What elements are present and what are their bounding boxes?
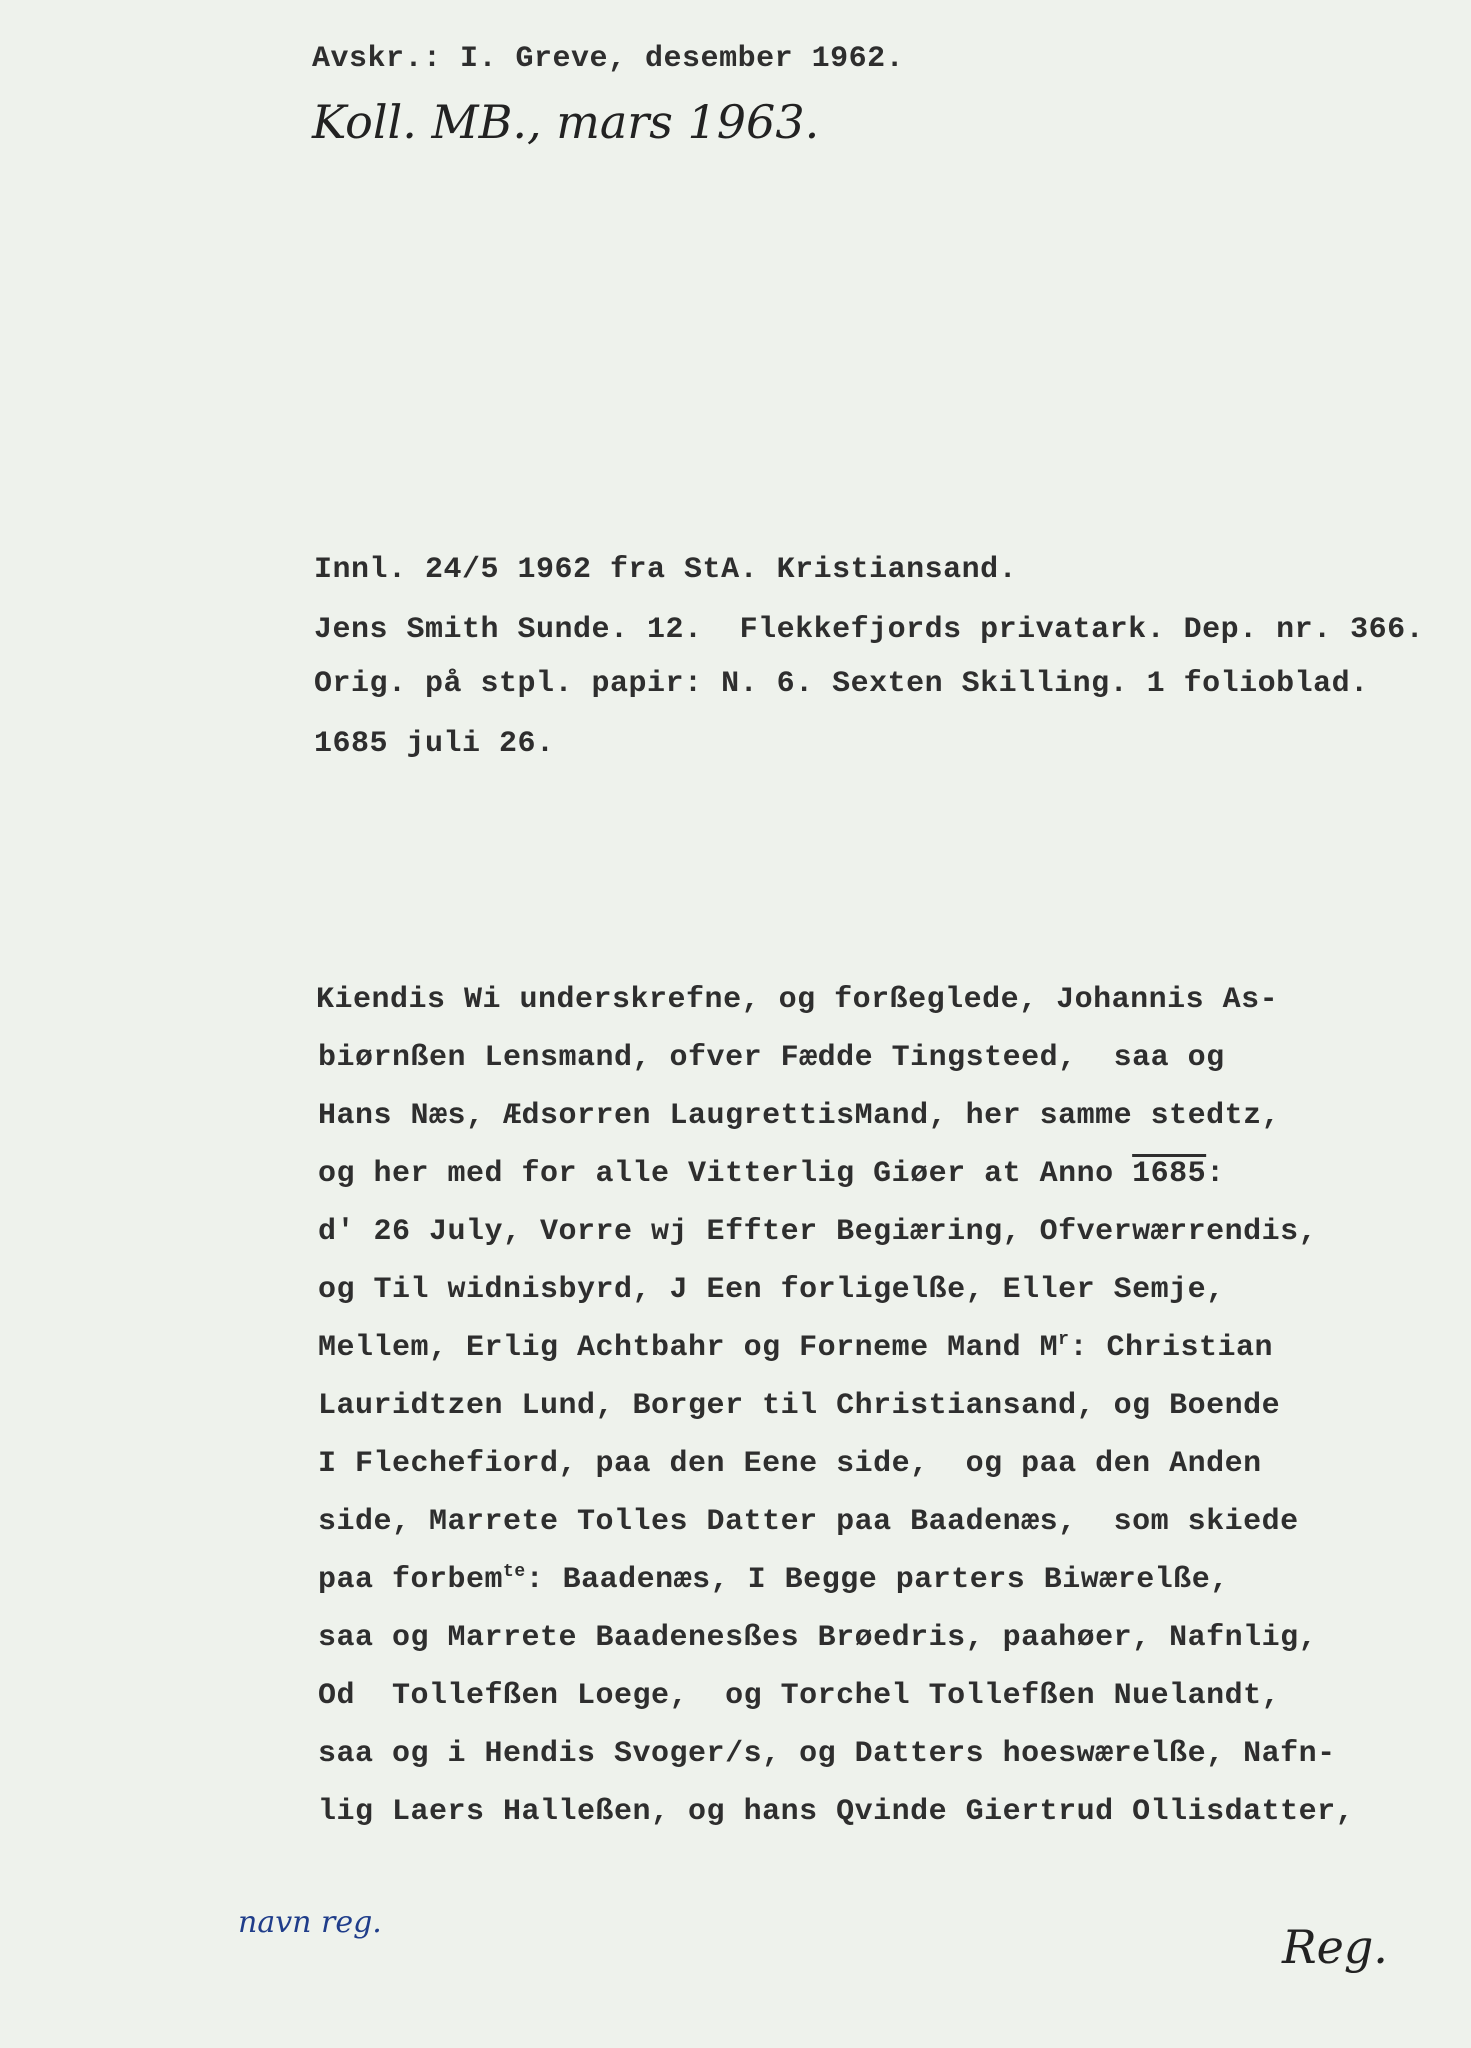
- handwritten-check-note: Koll. MB., mars 1963.: [312, 95, 820, 149]
- body-line-9: I Flechefiord, paa den Eene side, og paa den Anden: [318, 1447, 1262, 1481]
- metadata-received: Innl. 24/5 1962 fra StA. Kristiansand.: [314, 553, 1018, 587]
- body-line-6: og Til widnisbyrd, J Een forligelße, Eller Semje,: [318, 1273, 1225, 1307]
- body-line-5: d' 26 July, Vorre wj Effter Begiæring, Ofverwærrendis,: [318, 1215, 1318, 1249]
- body-line-15: lig Laers Halleßen, og hans Qvinde Giertrud Ollisdatter,: [318, 1795, 1355, 1829]
- left-handwritten-note: navn reg.: [238, 1905, 382, 1940]
- body-line-4-text: og her med for alle Vitterlig Giøer at Anno: [318, 1157, 1133, 1191]
- body-line-11: [318, 1563, 1229, 1597]
- body-line-3: Hans Næs, Ædsorren LaugrettisMand, her samme stedtz,: [318, 1099, 1281, 1133]
- body-line-11-end: : Baadenæs, I Begge parters Biwærelße,: [525, 1563, 1229, 1597]
- body-line-4-end: :: [1206, 1157, 1225, 1191]
- body-line-1: Kiendis Wi underskrefne, og forßeglede, Johannis As-: [316, 983, 1279, 1017]
- body-line-4-year: 1685: [1132, 1157, 1207, 1191]
- body-line-10: side, Marrete Tolles Datter paa Baadenæs, som skiede: [318, 1505, 1299, 1539]
- body-line-8: Lauridtzen Lund, Borger til Christiansand, og Boende: [318, 1389, 1281, 1423]
- body-line-12: saa og Marrete Baadenesßes Brøedris, paahøer, Nafnlig,: [318, 1621, 1318, 1655]
- body-line-7: [318, 1331, 1273, 1365]
- body-line-7-end: : Christian: [1069, 1331, 1273, 1365]
- body-line-7-text: Mellem, Erlig Achtbahr og Forneme Mand M: [318, 1331, 1059, 1365]
- metadata-original: Orig. på stpl. papir: N. 6. Sexten Skilling. 1 folioblad.: [314, 667, 1369, 701]
- body-line-7-sup: r: [1058, 1330, 1070, 1350]
- metadata-archive: Jens Smith Sunde. 12. Flekkefjords privatark. Dep. nr. 366.: [314, 613, 1425, 647]
- body-line-14: saa og i Hendis Svoger/s, og Datters hoeswærelße, Nafn-: [318, 1737, 1336, 1771]
- body-line-13: Od Tollefßen Loege, og Torchel Tollefßen Nuelandt,: [318, 1679, 1281, 1713]
- body-line-11-sup: te: [503, 1562, 526, 1582]
- body-line-4: [318, 1157, 1225, 1191]
- body-line-2: biørnßen Lensmand, ofver Fædde Tingsteed, saa og: [318, 1041, 1225, 1075]
- metadata-date: 1685 juli 26.: [314, 727, 555, 761]
- right-handwritten-note: Reg.: [1282, 1920, 1388, 1974]
- transcriber-line: Avskr.: I. Greve, desember 1962.: [312, 42, 905, 76]
- body-line-11-text: paa forbem: [318, 1563, 504, 1597]
